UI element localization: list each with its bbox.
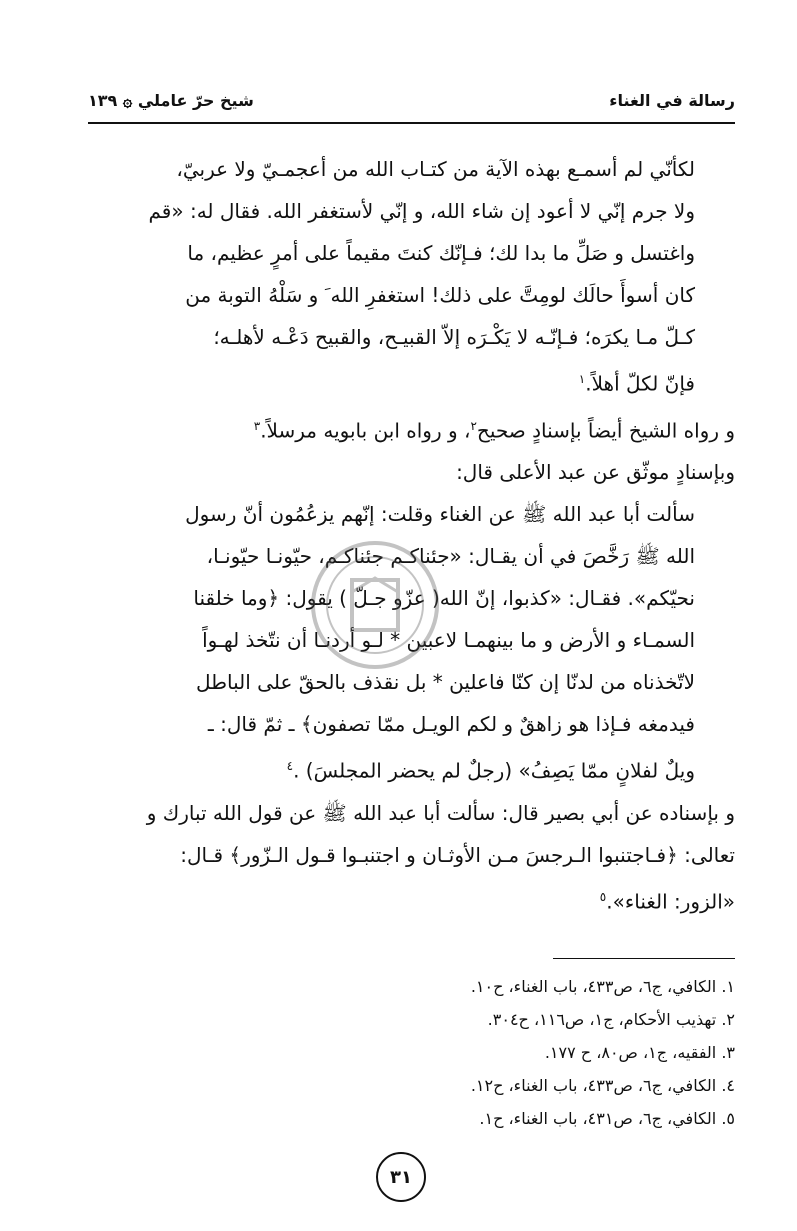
footnote-item: ٣. الفقيه، ج١، ص٨٠، ح ١٧٧. (544, 1043, 735, 1062)
footnote-item: ١. الكافي، ج٦، ص٤٣٣، باب الغناء، ح١٠. (470, 977, 735, 996)
text-segment: فإنّ لكلّ أهلاً. (585, 371, 695, 396)
footnote-item: ٢. تهذيب الأحكام، ج١، ص١١٦، ح٣٠٤. (487, 1010, 735, 1029)
text-line: لاتّخذناه من لدنّا إن كنّا فاعلين * بل نقذف بالحقّ على الباطل (195, 670, 695, 695)
text-line (72, 876, 735, 923)
text-line (72, 405, 735, 452)
header-author-page: شيخ حرّ عاملي ۞ ١٣٩ (88, 90, 254, 110)
text-segment: و رواه الشيخ أيضاً بإسنادٍ صحيح (476, 418, 735, 443)
text-segment: ويلٌ لفلانٍ ممّا يَصِفُ» (رجلٌ لم يحضر المجلسَ) . (293, 758, 695, 783)
text-segment: «الزور: الغناء». (606, 889, 735, 914)
footnote-ref: ٤ (286, 759, 294, 774)
footnotes (200, 970, 735, 1135)
header-rule (88, 122, 735, 124)
page-number: ٣١ (376, 1152, 426, 1202)
text-line: الله ﷺ رَخَّصَ في أن يقـال: «جئناكـم جئناكـم، حيّونـا حيّونـا، (206, 544, 695, 569)
text-line: السمـاء و الأرض و ما بينهمـا لاعبين * لـو أردنـا أن نتّخذ لهـواً (202, 628, 695, 653)
paragraph-1 (72, 148, 735, 405)
text-line (72, 358, 695, 405)
text-line: فيدمغه فـإذا هو زاهقٌ و لكم الويـل ممّا تصفون﴾ ـ ثمّ قال: ـ (207, 712, 695, 737)
footnote-rule (553, 958, 735, 959)
text-line: نحيّكم». فقـال: «كذبوا، إنّ الله( عزّو جـلّ ) يقول: ﴿وما خلقنا (193, 586, 695, 611)
paragraph-3 (72, 451, 735, 493)
text-line: واغتسل و صَلِّ ما بدا لك؛ فـإنّك كنتَ مقيماً على أمرٍ عظيم، ما (187, 241, 695, 265)
text-line: تعالى: ﴿فـاجتنبوا الـرجسَ مـن الأوثـان و اجتنبـوا قـول الـزّور﴾ قـال: (180, 842, 735, 867)
text-line: وبإسنادٍ موثّق عن عبد الأعلى قال: (456, 460, 735, 485)
paragraph-5 (72, 792, 735, 923)
footnote-ref: ٥ (599, 889, 607, 904)
footnote-item: ٤. الكافي، ج٦، ص٤٣٣، باب الغناء، ح١٢. (470, 1076, 735, 1095)
text-segment: ، و رواه ابن بابويه مرسلاً. (260, 418, 471, 443)
paragraph-2 (72, 405, 735, 452)
text-line: لكأنّي لم أسمـع بهذه الآية من كتـاب الله من أعجمـيّ ولا عربيّ، (176, 157, 695, 181)
library-stamp-watermark (300, 530, 450, 680)
running-header (88, 86, 735, 114)
text-line: سألت أبا عبد الله ﷺ عن الغناء وقلت: إنّهم يزعُمُون أنّ رسول (185, 502, 695, 527)
footnote-item: ٥. الكافي، ج٦، ص٤٣١، باب الغناء، ح١. (479, 1109, 735, 1128)
text-line (72, 745, 695, 792)
header-book-title: رسالة في الغناء (609, 90, 735, 110)
footnote-ref: ٢ (470, 418, 477, 433)
text-line: ولا جرم إنّي لا أعود إن شاء الله، و إنّي لأستغفر الله. فقال له: «قم (148, 199, 695, 223)
text-line: و بإسناده عن أبي بصير قال: سألت أبا عبد الله ﷺ عن قول الله تبارك و (146, 800, 735, 825)
text-line: كـلّ مـا يكرَه؛ فـإنّـه لا يَكْـرَه إلاّ القبيـح، والقبيح دَعْـه لأهلـه؛ (213, 325, 695, 349)
footnote-ref: ١ (578, 372, 586, 386)
footnote-ref: ٣ (253, 418, 261, 433)
text-line: كان أسوأَ حالَك لومِتَّ على ذلك! استغفرِ الله َ و سَلْهُ التوبة من (185, 283, 695, 307)
